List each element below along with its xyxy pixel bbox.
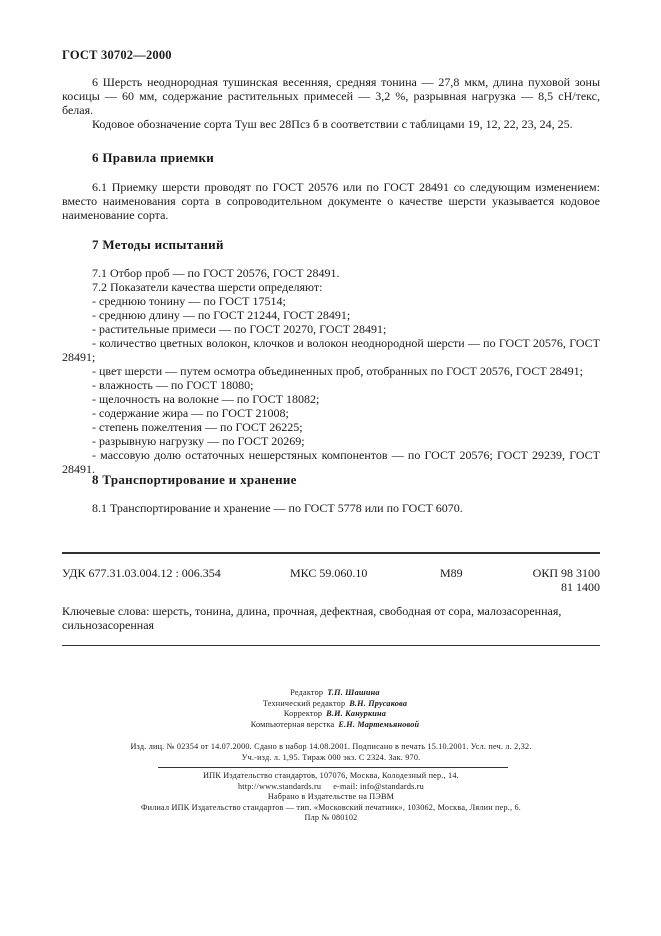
list-item: 7.1 Отбор проб — по ГОСТ 20576, ГОСТ 28491. bbox=[92, 266, 340, 280]
publisher-line-3: Набрано в Издательстве на ПЭВМ bbox=[267, 792, 395, 801]
list-item: - щелочность на волокне — по ГОСТ 18082; bbox=[92, 392, 320, 406]
list-item: - среднюю длину — по ГОСТ 21244, ГОСТ 28491; bbox=[92, 308, 351, 322]
divider-bottom bbox=[62, 645, 600, 646]
credit-role: Редактор bbox=[290, 688, 324, 697]
credit-layout bbox=[150, 720, 520, 731]
credit-name: Е.Н. Мартемьяновой bbox=[338, 719, 420, 729]
publisher-line-4: Филиал ИПК Издательство стандартов — тип. «Московский печатник», 103062, Москва, Лялин пер., 6. bbox=[140, 802, 522, 812]
udk-code: УДК 677.31.03.004.12 : 006.354 bbox=[62, 566, 221, 580]
publisher-url: http://www.standards.ru bbox=[238, 781, 322, 791]
list-item: - разрывную нагрузку — по ГОСТ 20269; bbox=[92, 434, 305, 448]
list-item: - массовую долю остаточных нешерстяных компонентов — по ГОСТ 20576; ГОСТ 29239, ГОСТ 28491. bbox=[62, 448, 600, 476]
list-item: - влажность — по ГОСТ 18080; bbox=[92, 378, 254, 392]
credit-name: В.И. Кануркина bbox=[326, 709, 387, 718]
section-6-body bbox=[62, 180, 600, 222]
divider-top bbox=[62, 552, 600, 554]
credit-role: Компьютерная верстка bbox=[250, 719, 335, 729]
publisher-line-5: Плр № 080102 bbox=[304, 813, 358, 822]
credit-name: Т.П. Шашина bbox=[327, 688, 380, 697]
section-8-body bbox=[62, 501, 600, 515]
list-item: - степень пожелтения — по ГОСТ 26225; bbox=[92, 420, 303, 434]
publisher-info bbox=[62, 771, 600, 824]
okp-code-line-2: 81 1400 bbox=[561, 580, 600, 594]
credit-corrector bbox=[150, 709, 520, 720]
list-item: - количество цветных волокон, клочков и волокон неоднородной шерсти — по ГОСТ 20576, ГОСТ 28491; bbox=[62, 336, 600, 364]
section-7-title: 7 Методы испытаний bbox=[92, 237, 224, 252]
list-item: - содержание жира — по ГОСТ 21008; bbox=[92, 406, 289, 420]
print-info-line-1: Изд. лиц. № 02354 от 14.07.2000. Сдано в набор 14.08.2001. Подписано в печать 15.10.2001. Усл. печ. л. 2,32. bbox=[130, 742, 532, 751]
intro-paragraph-2: Кодовое обозначение сорта Туш вес 28Пcз б в соответствии с таблицами 19, 12, 22, 23, 24, 25. bbox=[92, 117, 573, 131]
intro-block bbox=[62, 75, 600, 131]
keywords: Ключевые слова: шерсть, тонина, длина, прочная, дефектная, свободная от сора, малозасоренная, сильнозасоренная bbox=[62, 604, 562, 632]
print-info bbox=[62, 742, 600, 763]
section-8-paragraph: 8.1 Транспортирование и хранение — по ГОСТ 5778 или по ГОСТ 6070. bbox=[92, 501, 463, 515]
section-8-title: 8 Транспортирование и хранение bbox=[92, 472, 297, 487]
section-7-body bbox=[62, 266, 600, 476]
publisher-line-1: ИПК Издательство стандартов, 107076, Москва, Колодезный пер., 14. bbox=[203, 771, 459, 780]
divider-short bbox=[158, 767, 508, 768]
credit-tech-editor bbox=[150, 699, 520, 710]
okp-code bbox=[530, 566, 600, 594]
credit-role: Корректор bbox=[283, 709, 323, 718]
intro-paragraph-1: 6 Шерсть неоднородная тушинская весенняя, средняя тонина — 27,8 мкм, длина пуховой зоны косицы — 60 мм, содержание растительных примесей — 3,2 %, разрывная нагрузка — 8,5 сН/текс, белая. bbox=[62, 75, 600, 117]
document-header: ГОСТ 30702—2000 bbox=[62, 48, 172, 62]
credit-editor bbox=[150, 688, 520, 699]
list-item: - цвет шерсти — путем осмотра объединенных проб, отобранных по ГОСТ 20576, ГОСТ 28491; bbox=[92, 364, 583, 378]
okp-code-line-1: ОКП 98 3100 bbox=[532, 566, 600, 580]
group-code: М89 bbox=[440, 566, 463, 580]
publisher-line-2 bbox=[62, 782, 600, 793]
print-info-line-2: Уч.-изд. л. 1,95. Тираж 000 экз. С 2324. Зак. 970. bbox=[241, 752, 421, 762]
credits-block bbox=[150, 688, 520, 730]
credit-name: В.Н. Прусакова bbox=[349, 698, 408, 708]
section-6-paragraph: 6.1 Приемку шерсти проводят по ГОСТ 20576 или по ГОСТ 28491 со следующим изменением: вместо наименования сорта в сопроводительном документе о качестве шерсти указывается кодовое наименование сорта. bbox=[62, 180, 600, 222]
mks-code: МКС 59.060.10 bbox=[290, 566, 368, 580]
section-6-title: 6 Правила приемки bbox=[92, 150, 215, 165]
credit-role: Технический редактор bbox=[262, 698, 346, 708]
list-item: - растительные примеси — по ГОСТ 20270, ГОСТ 28491; bbox=[92, 322, 387, 336]
list-item: - среднюю тонину — по ГОСТ 17514; bbox=[92, 294, 286, 308]
publisher-email: e-mail: info@standards.ru bbox=[333, 781, 424, 791]
list-item: 7.2 Показатели качества шерсти определяют: bbox=[92, 280, 323, 294]
